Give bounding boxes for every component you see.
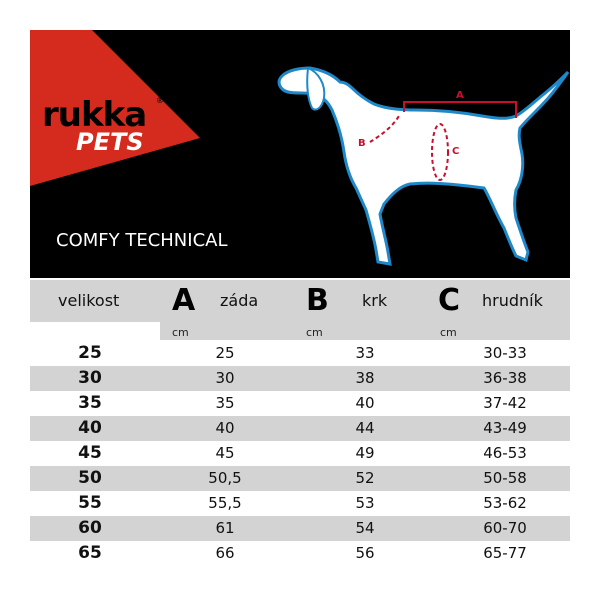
table-row xyxy=(30,441,570,466)
header-a-label: záda xyxy=(220,291,259,310)
cell-c: 60-70 xyxy=(483,519,527,537)
product-banner xyxy=(30,30,570,278)
header-b-letter: B xyxy=(306,283,329,318)
measure-b-label: B xyxy=(358,138,366,149)
header-c-letter: C xyxy=(438,283,461,318)
cell-c: 30-33 xyxy=(483,344,527,362)
cell-size: 45 xyxy=(78,443,102,463)
units-bar xyxy=(160,322,570,340)
cell-a: 30 xyxy=(215,369,235,387)
table-row xyxy=(30,516,570,541)
cell-a: 25 xyxy=(215,344,235,362)
header-c-label: hrudník xyxy=(482,291,543,310)
measure-c-label: C xyxy=(452,146,460,157)
cell-a: 45 xyxy=(215,444,235,462)
cell-a: 66 xyxy=(215,544,235,562)
cell-a: 50,5 xyxy=(208,469,242,487)
header-b-label: krk xyxy=(362,291,388,310)
table-row xyxy=(30,491,570,516)
cell-a: 40 xyxy=(215,419,235,437)
cell-b: 54 xyxy=(355,519,375,537)
cell-a: 35 xyxy=(215,394,235,412)
cell-size: 65 xyxy=(78,543,102,563)
table-row xyxy=(30,366,570,391)
header-size: velikost xyxy=(58,291,120,310)
cell-size: 55 xyxy=(78,493,102,513)
cell-c: 65-77 xyxy=(483,544,527,562)
cell-c: 53-62 xyxy=(483,494,527,512)
cell-size: 35 xyxy=(78,393,102,413)
cell-b: 56 xyxy=(355,544,375,562)
cell-a: 61 xyxy=(215,519,235,537)
cell-b: 52 xyxy=(355,469,375,487)
table-row xyxy=(30,541,570,566)
measure-a-label: A xyxy=(456,90,464,101)
table-row xyxy=(30,416,570,441)
unit-a: cm xyxy=(172,326,189,339)
cell-b: 44 xyxy=(355,419,375,437)
cell-b: 38 xyxy=(355,369,375,387)
table-row xyxy=(30,341,570,366)
brand-name: rukka xyxy=(42,95,147,135)
cell-b: 53 xyxy=(355,494,375,512)
dog-measurement-diagram xyxy=(270,38,570,270)
cell-b: 49 xyxy=(355,444,375,462)
brand-logo xyxy=(42,95,147,156)
cell-c: 43-49 xyxy=(483,419,527,437)
cell-size: 40 xyxy=(78,418,102,438)
cell-size: 50 xyxy=(78,468,102,488)
brand-sub: PETS xyxy=(76,128,144,156)
cell-a: 55,5 xyxy=(208,494,242,512)
product-name: COMFY TECHNICAL xyxy=(56,230,228,251)
header-a-letter: A xyxy=(172,283,196,318)
cell-c: 46-53 xyxy=(483,444,527,462)
table-header xyxy=(30,280,570,322)
registered-mark: ® xyxy=(156,96,164,105)
table-row xyxy=(30,391,570,416)
cell-size: 25 xyxy=(78,343,102,363)
cell-c: 37-42 xyxy=(483,394,527,412)
unit-c: cm xyxy=(440,326,457,339)
unit-b: cm xyxy=(306,326,323,339)
cell-size: 60 xyxy=(78,518,102,538)
cell-size: 30 xyxy=(78,368,102,388)
cell-b: 40 xyxy=(355,394,375,412)
cell-c: 36-38 xyxy=(483,369,527,387)
table-row xyxy=(30,466,570,491)
cell-b: 33 xyxy=(355,344,375,362)
cell-c: 50-58 xyxy=(483,469,527,487)
